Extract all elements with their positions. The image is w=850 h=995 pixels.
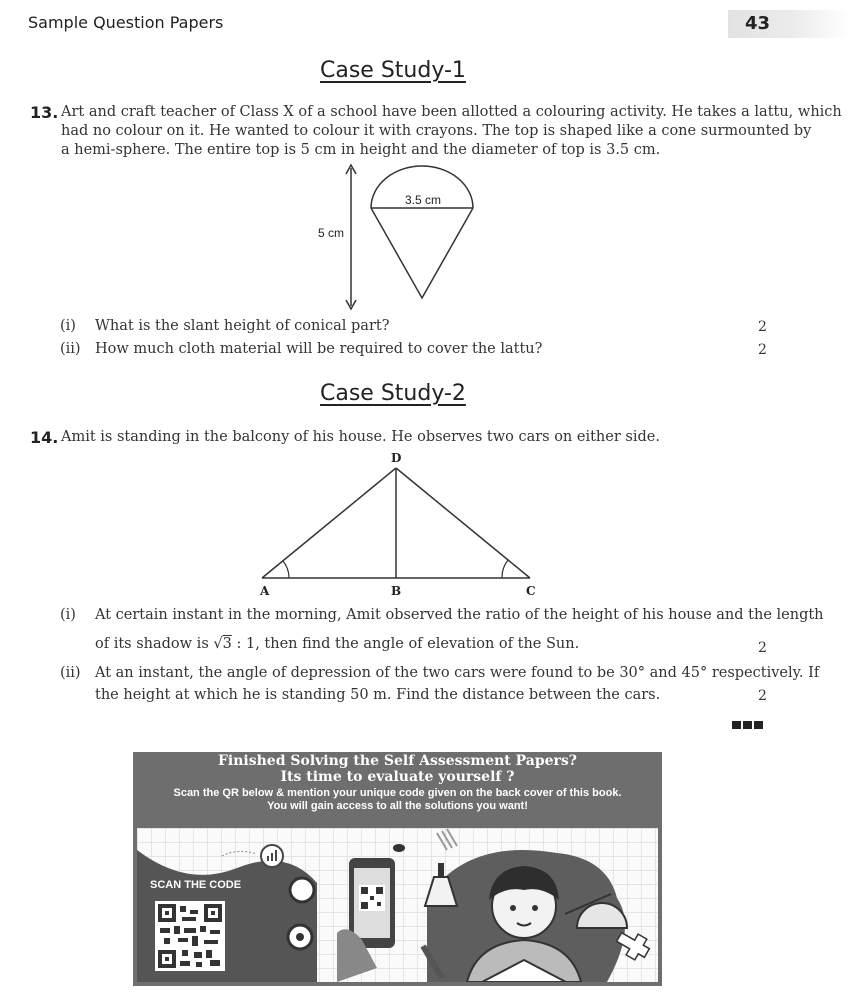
question-13-number: 13. (30, 103, 59, 122)
lattu-figure (300, 160, 500, 315)
question-13-text (61, 103, 842, 160)
pens-icon (437, 829, 457, 850)
question-13-line: Art and craft teacher of Class X of a school have been allotted a colouring activity. He takes a lattu, which (61, 104, 842, 120)
q13-part-i-label: (i) (60, 318, 76, 334)
sqrt-radicand: 3 (222, 636, 232, 652)
case-study-2-title: Case Study-2 (320, 381, 466, 406)
point-d-label: D (391, 451, 402, 465)
banner-title-1: Finished Solving the Self Assessment Papers? (217, 753, 578, 769)
sqrt-symbol: √ (213, 636, 223, 652)
question-13-line: a hemi-sphere. The entire top is 5 cm in height and the diameter of top is 3.5 cm. (61, 142, 661, 158)
banner-subtitle-2: You will gain access to all the solutions you want! (267, 800, 528, 812)
end-marker-icon (732, 716, 766, 724)
sightline-left (262, 468, 396, 578)
phone-icon (337, 858, 395, 982)
q14-part-i-label: (i) (60, 607, 76, 623)
point-c-label: C (526, 584, 536, 598)
q13-part-ii-text: How much cloth material will be required to cover the lattu? (95, 341, 543, 357)
q14-part-ii-line2: the height at which he is standing 50 m. Find the distance between the cars. (95, 687, 661, 703)
q13-part-ii-label: (ii) (60, 341, 81, 357)
angle-arc-right (502, 560, 508, 578)
question-13-line: had no colour on it. He wanted to colour it with crayons. The top is shaped like a cone surmounted by (61, 123, 812, 139)
question-14-number: 14. (30, 428, 59, 447)
cars-triangle-figure (250, 448, 550, 600)
shadow-ratio-prefix: of its shadow is (95, 636, 209, 652)
q13-part-ii-marks: 2 (758, 342, 767, 358)
banner-art-area (137, 828, 658, 982)
banner-subtitle-1: Scan the QR below & mention your unique code given on the back cover of this book. (173, 787, 622, 799)
shadow-ratio-suffix: : 1, then find the angle of elevation of the Sun. (236, 636, 580, 652)
cone-outline (371, 208, 473, 298)
point-b-label: B (391, 584, 402, 598)
page-number: 43 (745, 13, 771, 34)
q14-part-i-line2 (95, 636, 579, 652)
banner-title-2: Its time to evaluate yourself ? (280, 769, 515, 785)
eraser-icon (393, 844, 405, 852)
scan-the-code-label: SCAN THE CODE (150, 879, 242, 891)
case-study-1-title: Case Study-1 (320, 58, 466, 83)
question-14-text: Amit is standing in the balcony of his house. He observes two cars on either side. (61, 429, 660, 445)
q13-part-i-marks: 2 (758, 319, 767, 335)
qr-promo-banner (133, 752, 662, 986)
sightline-right (396, 468, 530, 578)
height-label: 5 cm (318, 226, 345, 240)
clock-icon-1 (290, 878, 314, 902)
q14-part-ii-line1: At an instant, the angle of depression of the two cars were found to be 30° and 45° respectively. If (95, 665, 820, 681)
q13-part-i-text: What is the slant height of conical part? (95, 318, 390, 334)
qr-code-icon (155, 901, 225, 971)
point-a-label: A (260, 584, 270, 598)
q14-part-i-line1: At certain instant in the morning, Amit observed the ratio of the height of his house and the length (95, 607, 824, 623)
q14-part-i-marks: 2 (758, 640, 767, 656)
q14-part-ii-label: (ii) (60, 665, 81, 681)
running-header-title: Sample Question Papers (28, 13, 224, 32)
angle-arc-left (283, 561, 289, 578)
q14-part-ii-marks: 2 (758, 688, 767, 704)
diameter-label: 3.5 cm (405, 193, 442, 207)
